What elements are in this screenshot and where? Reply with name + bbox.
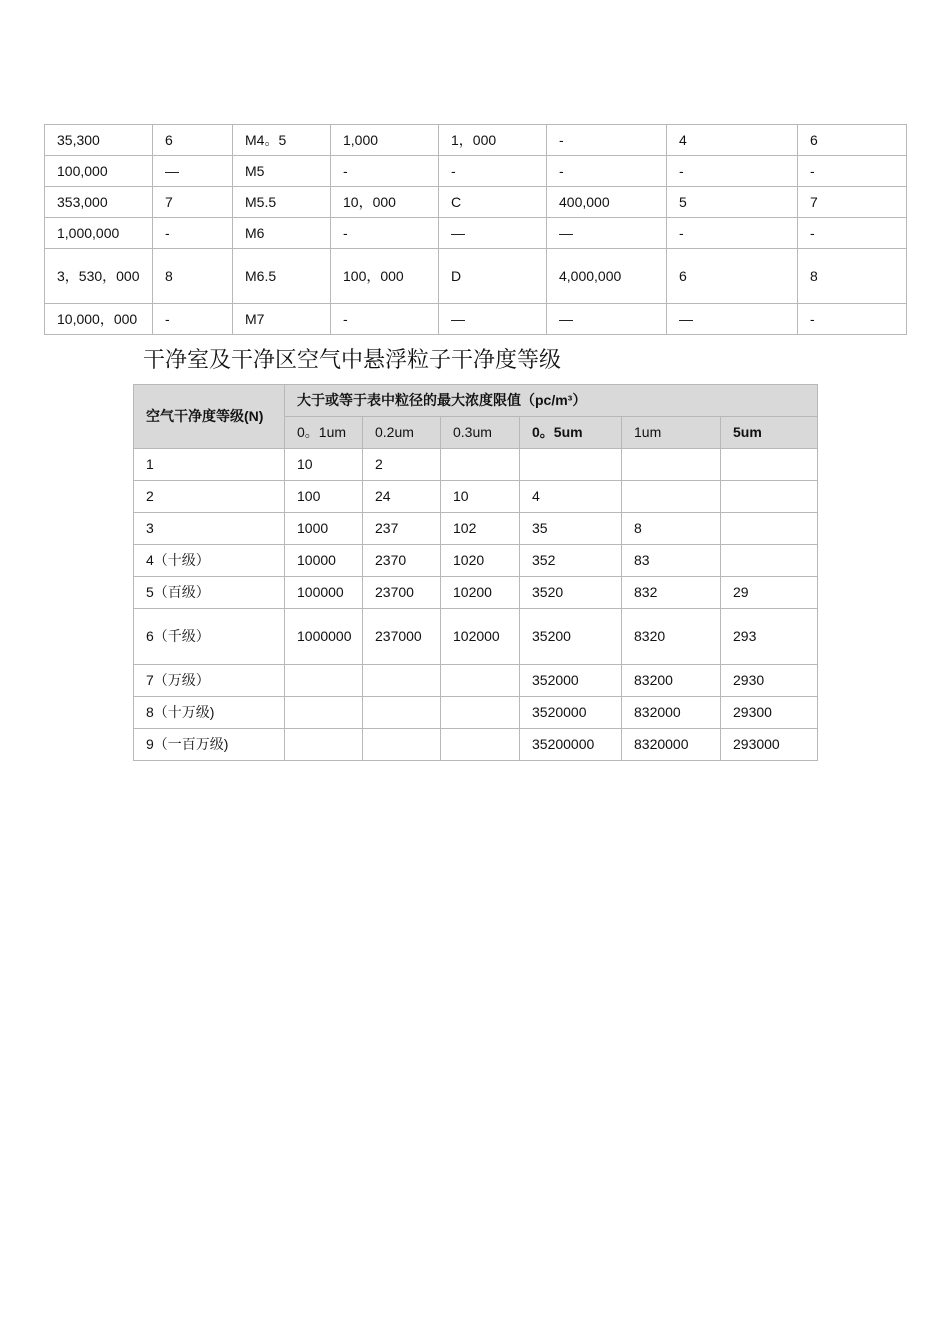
table-cell: 4,000,000: [547, 249, 667, 304]
table-cell: 2: [363, 449, 441, 481]
size-header: 0。5um: [520, 417, 622, 449]
table-row: [134, 609, 818, 665]
table-cell: [441, 697, 520, 729]
table-cell: -: [798, 156, 907, 187]
table-cell: [721, 545, 818, 577]
size-header: 5um: [721, 417, 818, 449]
table-cell: 8320000: [622, 729, 721, 761]
table-cell: 1,000: [331, 125, 439, 156]
table-cell: -: [547, 125, 667, 156]
table-cell: [622, 481, 721, 513]
table-cell: 10: [441, 481, 520, 513]
table-cell: 352000: [520, 665, 622, 697]
table-row: [45, 187, 907, 218]
table-cell: —: [439, 304, 547, 335]
table-cell: [285, 665, 363, 697]
table-cell: -: [331, 218, 439, 249]
table-cell: 293000: [721, 729, 818, 761]
table-cell: 1: [134, 449, 285, 481]
table-cell: 1000: [285, 513, 363, 545]
table-cell: 100，000: [331, 249, 439, 304]
table-cell: —: [153, 156, 233, 187]
table-cell: -: [667, 218, 798, 249]
table-row: [45, 249, 907, 304]
table-cell: 6（千级）: [134, 609, 285, 665]
table-row: [134, 513, 818, 545]
table-cell: 1020: [441, 545, 520, 577]
table-cell: 4: [667, 125, 798, 156]
header-row-group: [134, 385, 818, 417]
table-cell: [622, 449, 721, 481]
table-cell: 102000: [441, 609, 520, 665]
table-cell: 35200: [520, 609, 622, 665]
particle-cleanliness-table: [133, 384, 818, 761]
table-cell: 35200000: [520, 729, 622, 761]
table-cell: 237000: [363, 609, 441, 665]
table-row: [134, 577, 818, 609]
table-row: [134, 545, 818, 577]
table-row: [134, 697, 818, 729]
size-header: 0.3um: [441, 417, 520, 449]
table-row: [45, 218, 907, 249]
class-column-header: 空气干净度等级(N): [134, 385, 285, 449]
table-cell: 10，000: [331, 187, 439, 218]
table-cell: 3520: [520, 577, 622, 609]
table-row: [45, 156, 907, 187]
table-cell: [721, 481, 818, 513]
table-cell: 23700: [363, 577, 441, 609]
table-cell: 5: [667, 187, 798, 218]
size-header: 0。1um: [285, 417, 363, 449]
size-header: 1um: [622, 417, 721, 449]
table-cell: M5: [233, 156, 331, 187]
table-cell: 29300: [721, 697, 818, 729]
table-cell: 8（十万级): [134, 697, 285, 729]
table-cell: [721, 513, 818, 545]
table-cell: 4（十级）: [134, 545, 285, 577]
table-cell: 3，530，000: [45, 249, 153, 304]
table-cell: -: [798, 218, 907, 249]
table-cell: 35: [520, 513, 622, 545]
table-cell: -: [153, 218, 233, 249]
table-cell: -: [439, 156, 547, 187]
table-row: [45, 304, 907, 335]
table-cell: 10200: [441, 577, 520, 609]
table-cell: 3: [134, 513, 285, 545]
table-cell: 2930: [721, 665, 818, 697]
table-cell: -: [331, 304, 439, 335]
table-cell: 83200: [622, 665, 721, 697]
table-cell: 100: [285, 481, 363, 513]
table-cell: 353,000: [45, 187, 153, 218]
table-cell: -: [798, 304, 907, 335]
table-cell: 100000: [285, 577, 363, 609]
table-cell: 10,000，000: [45, 304, 153, 335]
table-cell: 24: [363, 481, 441, 513]
table-cell: 2: [134, 481, 285, 513]
table-cell: 29: [721, 577, 818, 609]
table-cell: 5（百级）: [134, 577, 285, 609]
table-cell: 832: [622, 577, 721, 609]
table-cell: C: [439, 187, 547, 218]
table-cell: —: [667, 304, 798, 335]
table-cell: 102: [441, 513, 520, 545]
table-cell: [363, 665, 441, 697]
table-cell: -: [547, 156, 667, 187]
table-cell: 35,300: [45, 125, 153, 156]
table-cell: [285, 697, 363, 729]
size-header: 0.2um: [363, 417, 441, 449]
table-cell: 8320: [622, 609, 721, 665]
table-cell: 10000: [285, 545, 363, 577]
table-cell: M6: [233, 218, 331, 249]
table-row: [134, 665, 818, 697]
table-cell: [363, 697, 441, 729]
table-row: [134, 481, 818, 513]
comparison-table-body: [45, 125, 907, 335]
table-cell: 10: [285, 449, 363, 481]
table-row: [45, 125, 907, 156]
table-cell: 3520000: [520, 697, 622, 729]
table-cell: M6.5: [233, 249, 331, 304]
table-cell: —: [439, 218, 547, 249]
table-cell: 8: [153, 249, 233, 304]
table-cell: [441, 665, 520, 697]
table-cell: -: [153, 304, 233, 335]
table-row: [134, 449, 818, 481]
table-cell: [520, 449, 622, 481]
table-cell: 8: [622, 513, 721, 545]
table-cell: 8: [798, 249, 907, 304]
cleanliness-table-body: [134, 449, 818, 761]
table-cell: 352: [520, 545, 622, 577]
table-cell: [285, 729, 363, 761]
table-cell: 7: [153, 187, 233, 218]
table-cell: 83: [622, 545, 721, 577]
table-cell: 6: [667, 249, 798, 304]
table-cell: 100,000: [45, 156, 153, 187]
page-title: 干净室及干净区空气中悬浮粒子干净度等级: [143, 348, 562, 373]
table-cell: 7（万级）: [134, 665, 285, 697]
table-cell: 293: [721, 609, 818, 665]
table-cell: 6: [798, 125, 907, 156]
table-cell: 237: [363, 513, 441, 545]
table-cell: 2370: [363, 545, 441, 577]
table-cell: —: [547, 304, 667, 335]
table-row: [134, 729, 818, 761]
table-cell: 1,000,000: [45, 218, 153, 249]
table-cell: 400,000: [547, 187, 667, 218]
table-cell: [441, 449, 520, 481]
table-cell: 6: [153, 125, 233, 156]
table-cell: D: [439, 249, 547, 304]
table-cell: 832000: [622, 697, 721, 729]
table-cell: -: [331, 156, 439, 187]
table-cell: 9（一百万级): [134, 729, 285, 761]
cleanroom-comparison-table: [44, 124, 907, 335]
table-cell: [441, 729, 520, 761]
concentration-group-header: 大于或等于表中粒径的最大浓度限值（pc/m³）: [285, 385, 818, 417]
table-cell: [363, 729, 441, 761]
table-cell: [721, 449, 818, 481]
table-cell: 1，000: [439, 125, 547, 156]
table-cell: -: [667, 156, 798, 187]
table-cell: 7: [798, 187, 907, 218]
table-cell: 1000000: [285, 609, 363, 665]
table-cell: 4: [520, 481, 622, 513]
table-cell: M4。5: [233, 125, 331, 156]
table-cell: M5.5: [233, 187, 331, 218]
table-cell: M7: [233, 304, 331, 335]
table-cell: —: [547, 218, 667, 249]
